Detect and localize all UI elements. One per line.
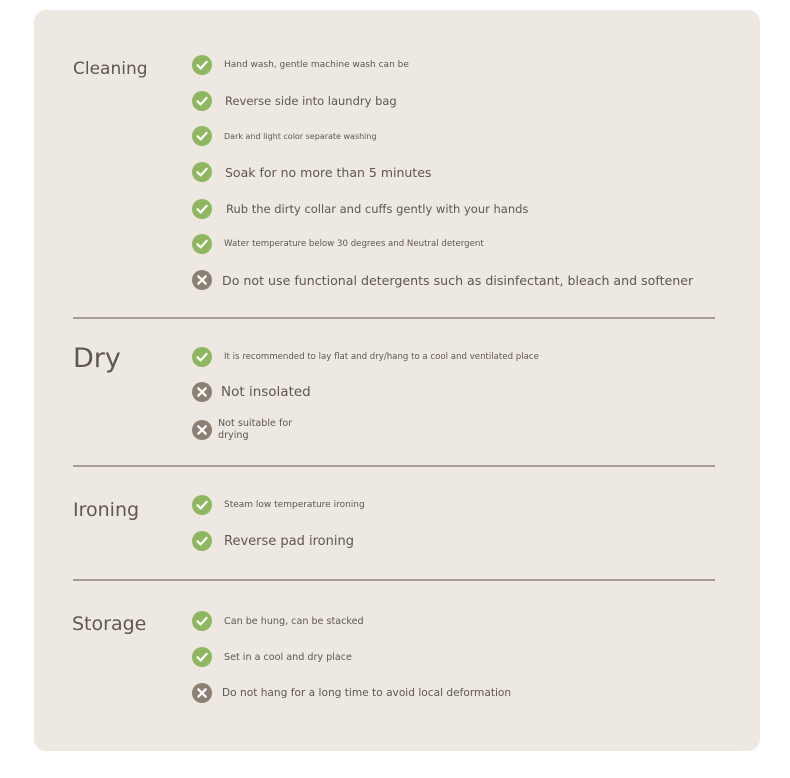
list-item <box>192 126 377 146</box>
item-text <box>218 418 292 442</box>
section-divider <box>73 317 715 319</box>
care-instructions-card <box>34 10 760 751</box>
check-circle-icon <box>192 495 212 515</box>
list-item <box>192 382 311 402</box>
list-item <box>192 683 511 703</box>
cleaning-title: Cleaning <box>73 59 148 79</box>
check-circle-icon <box>192 234 212 254</box>
item-text: Not insolated <box>221 384 311 400</box>
item-text: Steam low temperature ironing <box>224 500 365 510</box>
item-text: Reverse pad ironing <box>224 533 354 549</box>
item-text-line1: Not suitable for <box>218 418 293 429</box>
list-item <box>192 347 539 367</box>
list-item <box>192 199 528 219</box>
item-text: It is recommended to lay flat and dry/hang to a cool and ventilated place <box>224 352 539 362</box>
list-item <box>192 91 397 111</box>
section-divider <box>73 465 715 467</box>
x-circle-icon <box>192 382 212 402</box>
check-circle-icon <box>192 611 212 631</box>
item-text: Soak for no more than 5 minutes <box>225 164 432 180</box>
item-text: Do not hang for a long time to avoid local deformation <box>222 687 512 699</box>
check-circle-icon <box>192 647 212 667</box>
item-text-line2: drying <box>218 430 249 441</box>
list-item <box>192 647 352 667</box>
list-item <box>192 611 364 631</box>
item-text: Do not use functional detergents such as disinfectant, bleach and softener <box>222 272 694 288</box>
item-text: Rub the dirty collar and cuffs gently with your hands <box>226 202 529 216</box>
item-text: Set in a cool and dry place <box>224 651 352 663</box>
list-item <box>192 418 292 442</box>
x-circle-icon <box>192 420 212 440</box>
item-text: Hand wash, gentle machine wash can be <box>224 60 409 70</box>
list-item <box>192 162 431 182</box>
check-circle-icon <box>192 347 212 367</box>
item-text: Water temperature below 30 degrees and Neutral detergent <box>224 239 484 249</box>
check-circle-icon <box>192 91 212 111</box>
list-item <box>192 495 365 515</box>
ironing-title: Ironing <box>73 499 140 521</box>
x-circle-icon <box>192 683 212 703</box>
check-circle-icon <box>192 126 212 146</box>
section-divider <box>73 579 715 581</box>
check-circle-icon <box>192 162 212 182</box>
dry-title: Dry <box>73 343 121 374</box>
item-text: Dark and light color separate washing <box>224 131 377 141</box>
check-circle-icon <box>192 199 212 219</box>
check-circle-icon <box>192 531 212 551</box>
item-text: Can be hung, can be stacked <box>224 615 364 627</box>
list-item <box>192 270 693 290</box>
check-circle-icon <box>192 55 212 75</box>
item-text: Reverse side into laundry bag <box>225 94 397 108</box>
list-item <box>192 531 354 551</box>
x-circle-icon <box>192 270 212 290</box>
list-item <box>192 55 409 75</box>
list-item <box>192 234 484 254</box>
storage-title: Storage <box>72 613 147 635</box>
